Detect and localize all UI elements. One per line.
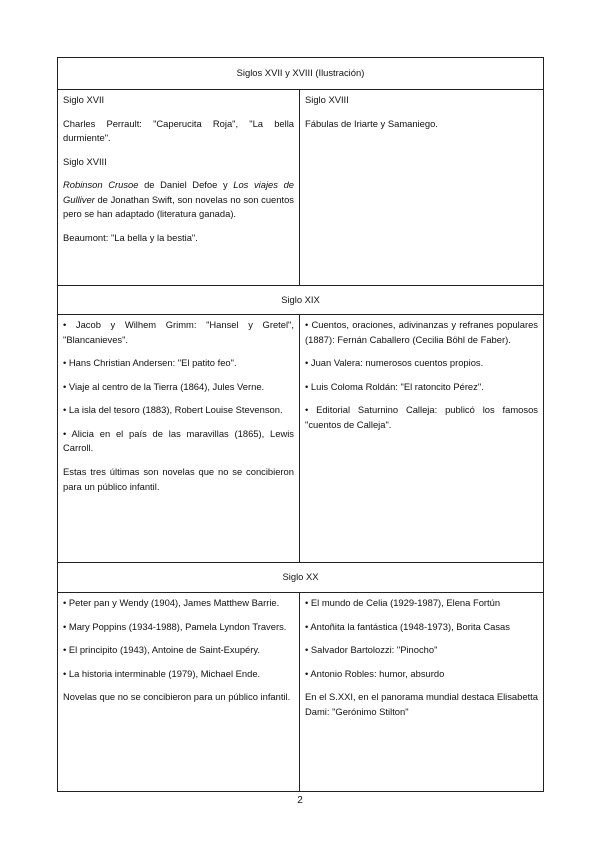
book-title: Los viajes de Gulliver xyxy=(63,179,294,205)
left-cell xyxy=(58,90,300,286)
paragraph: Siglo XVII xyxy=(63,94,105,105)
paragraph: Siglo XVIII xyxy=(305,94,349,105)
list-item: • Luis Coloma Roldán: "El ratoncito Pérez". xyxy=(305,380,484,392)
right-cell xyxy=(300,315,544,563)
page-number: 2 xyxy=(297,795,303,806)
section-header-row xyxy=(58,286,544,315)
paragraph-text: de Daniel Defoe y xyxy=(138,179,234,191)
list-item: • Hans Christian Andersen: "El patito feo". xyxy=(63,357,237,369)
list-item: • Cuentos, oraciones, adivinanzas y refranes populares (1887): Fernán Caballero (Cecilia Böhl de Faber). xyxy=(305,319,538,345)
section-content-row xyxy=(58,593,544,792)
right-cell xyxy=(300,90,544,286)
right-cell xyxy=(300,593,544,792)
section-title: Siglo XX xyxy=(58,563,544,593)
list-item: • Editorial Saturnino Calleja: publicó los famosos "cuentos de Calleja". xyxy=(305,404,538,430)
list-item: • El principito (1943), Antoine de Saint-Exupéry. xyxy=(63,644,260,656)
section-header-row xyxy=(58,58,544,90)
list-item: • Jacob y Wilhem Grimm: "Hansel y Gretel", "Blancanieves". xyxy=(63,319,294,345)
paragraph: Estas tres últimas son novelas que no se concibieron para un público infantil. xyxy=(63,466,294,492)
paragraph xyxy=(63,178,294,222)
list-item: • La historia interminable (1979), Michael Ende. xyxy=(63,667,261,679)
literature-table xyxy=(57,57,544,792)
paragraph: En el S.XXI, en el panorama mundial destaca Elisabetta Dami: "Gerónimo Stilton" xyxy=(305,691,538,717)
section-header-row xyxy=(58,563,544,593)
paragraph: Charles Perrault: "Caperucita Roja", "La bella durmiente". xyxy=(63,117,294,144)
list-item: • Antonio Robles: humor, absurdo xyxy=(305,667,445,679)
list-item: • Mary Poppins (1934-1988), Pamela Lyndon Travers. xyxy=(63,620,287,632)
left-cell xyxy=(58,315,300,563)
paragraph: Fábulas de Iriarte y Samaniego. xyxy=(305,117,438,129)
section-content-row xyxy=(58,90,544,286)
section-content-row xyxy=(58,315,544,563)
list-item: • El mundo de Celia (1929-1987), Elena Fortún xyxy=(305,597,501,608)
section-title: Siglos XVII y XVIII (Ilustración) xyxy=(58,58,544,90)
list-item: • La isla del tesoro (1883), Robert Louise Stevenson. xyxy=(63,404,283,416)
left-cell xyxy=(58,593,300,792)
paragraph: Siglo XVIII xyxy=(63,155,107,167)
list-item: • Peter pan y Wendy (1904), James Matthew Barrie. xyxy=(63,597,280,608)
list-item: • Juan Valera: numerosos cuentos propios. xyxy=(305,357,484,369)
paragraph: Beaumont: "La bella y la bestia". xyxy=(63,232,198,244)
section-title: Siglo XIX xyxy=(58,286,544,315)
paragraph-text: de Jonathan Swift, son novelas no son cuentos pero se han adaptado (literatura ganada). xyxy=(63,193,294,220)
paragraph: Novelas que no se concibieron para un público infantil. xyxy=(63,691,291,703)
list-item: • Alicia en el país de las maravillas (1865), Lewis Carroll. xyxy=(63,427,294,454)
list-item: • Salvador Bartolozzi: "Pinocho" xyxy=(305,644,438,656)
list-item: • Antoñita la fantástica (1948-1973), Borita Casas xyxy=(305,620,510,632)
book-title: Robinson Crusoe xyxy=(63,179,139,191)
list-item: • Viaje al centro de la Tierra (1864), Jules Verne. xyxy=(63,380,265,392)
